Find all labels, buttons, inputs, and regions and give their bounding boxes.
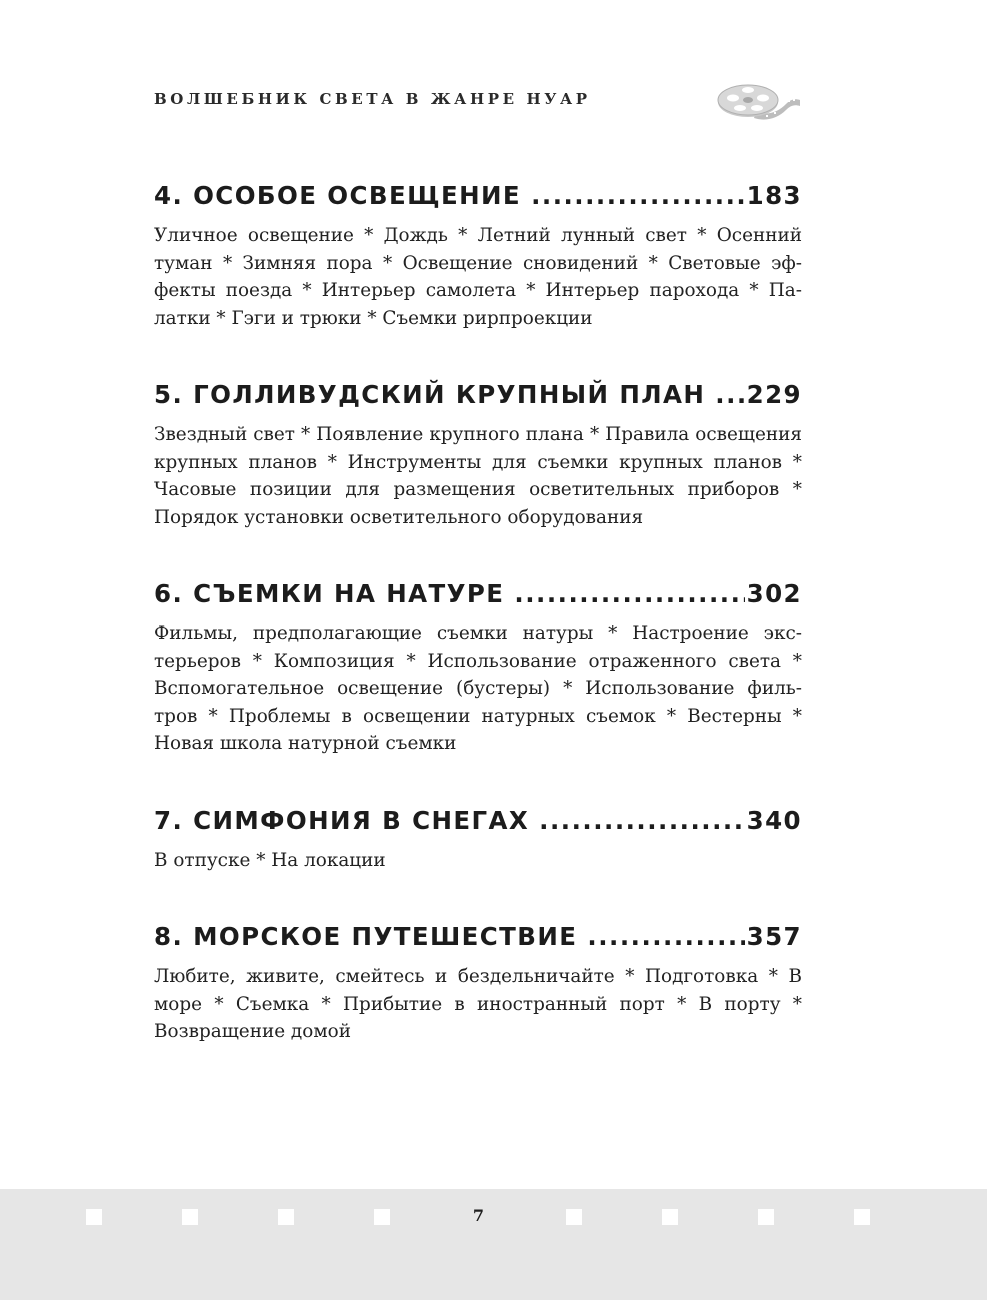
chapter-topics: Любите, живите, смейтесь и бездельничайте * Подготовка * В море * Съемка * Прибытие в иностранный порт * В порту * Возвращение домой bbox=[154, 966, 802, 1042]
page-number: 7 bbox=[472, 1206, 485, 1225]
film-reel-icon bbox=[716, 82, 802, 120]
chapter-page-number: 340 bbox=[746, 805, 802, 835]
chapter-topics: В отпуске * На локации bbox=[154, 849, 386, 871]
chapter-heading[interactable] bbox=[154, 574, 802, 614]
chapter-heading[interactable] bbox=[154, 176, 802, 216]
film-strip-footer bbox=[0, 1189, 987, 1300]
dot-leader bbox=[715, 375, 744, 415]
toc-entry-chapter-5 bbox=[154, 375, 802, 531]
toc-entry-chapter-8 bbox=[154, 917, 802, 1046]
dot-leader bbox=[514, 574, 744, 614]
chapter-page-number: 183 bbox=[746, 181, 802, 210]
chapter-page-number: 302 bbox=[746, 579, 802, 608]
chapter-title: 8. МОРСКОЕ ПУТЕШЕСТВИЕ bbox=[154, 922, 578, 951]
chapter-topics: Уличное освещение * Дождь * Летний лунный свет * Осенний туман * Зимняя пора * Освещение сновидений * Световые эффекты поезда * Интерьер самолета * Интерьер парохода * Палатки * Гэги и трюки * Съемки рирпроекции bbox=[154, 225, 802, 329]
chapter-topics: Фильмы, предполагающие съемки натуры * Настроение экстерьеров * Композиция * Использование отраженного света * Вспомогательное освещение (бустеры) * Использование фильтров * Проблемы в освещении натурных съемок * Вестерны * Новая школа натурной съемки bbox=[154, 623, 802, 754]
dot-leader bbox=[587, 917, 744, 957]
chapter-title: 7. СИМФОНИЯ В СНЕГАХ bbox=[154, 805, 530, 835]
toc-entry-chapter-7 bbox=[154, 801, 802, 875]
dot-leader bbox=[539, 801, 744, 841]
running-header: ВОЛШЕБНИК СВЕТА В ЖАНРЕ НУАР bbox=[154, 90, 591, 108]
chapter-heading[interactable] bbox=[154, 801, 802, 841]
chapter-page-number: 357 bbox=[746, 922, 802, 951]
chapter-heading[interactable] bbox=[154, 375, 802, 415]
toc-entry-chapter-4 bbox=[154, 176, 802, 332]
chapter-title: 6. СЪЕМКИ НА НАТУРЕ bbox=[154, 579, 505, 608]
chapter-title: 5. ГОЛЛИВУДСКИЙ КРУПНЫЙ ПЛАН bbox=[154, 380, 706, 409]
dot-leader bbox=[531, 176, 745, 216]
toc-entry-chapter-6 bbox=[154, 574, 802, 758]
chapter-heading[interactable] bbox=[154, 917, 802, 957]
chapter-page-number: 229 bbox=[746, 380, 802, 409]
chapter-topics: Звездный свет * Появление крупного плана * Правила освещения крупных планов * Инструменты для съемки крупных планов * Часовые позиции для размещения осветительных приборов * Порядок установки осветительного оборудования bbox=[154, 424, 802, 528]
chapter-title: 4. ОСОБОЕ ОСВЕЩЕНИЕ bbox=[154, 181, 522, 210]
table-of-contents bbox=[154, 176, 802, 1089]
